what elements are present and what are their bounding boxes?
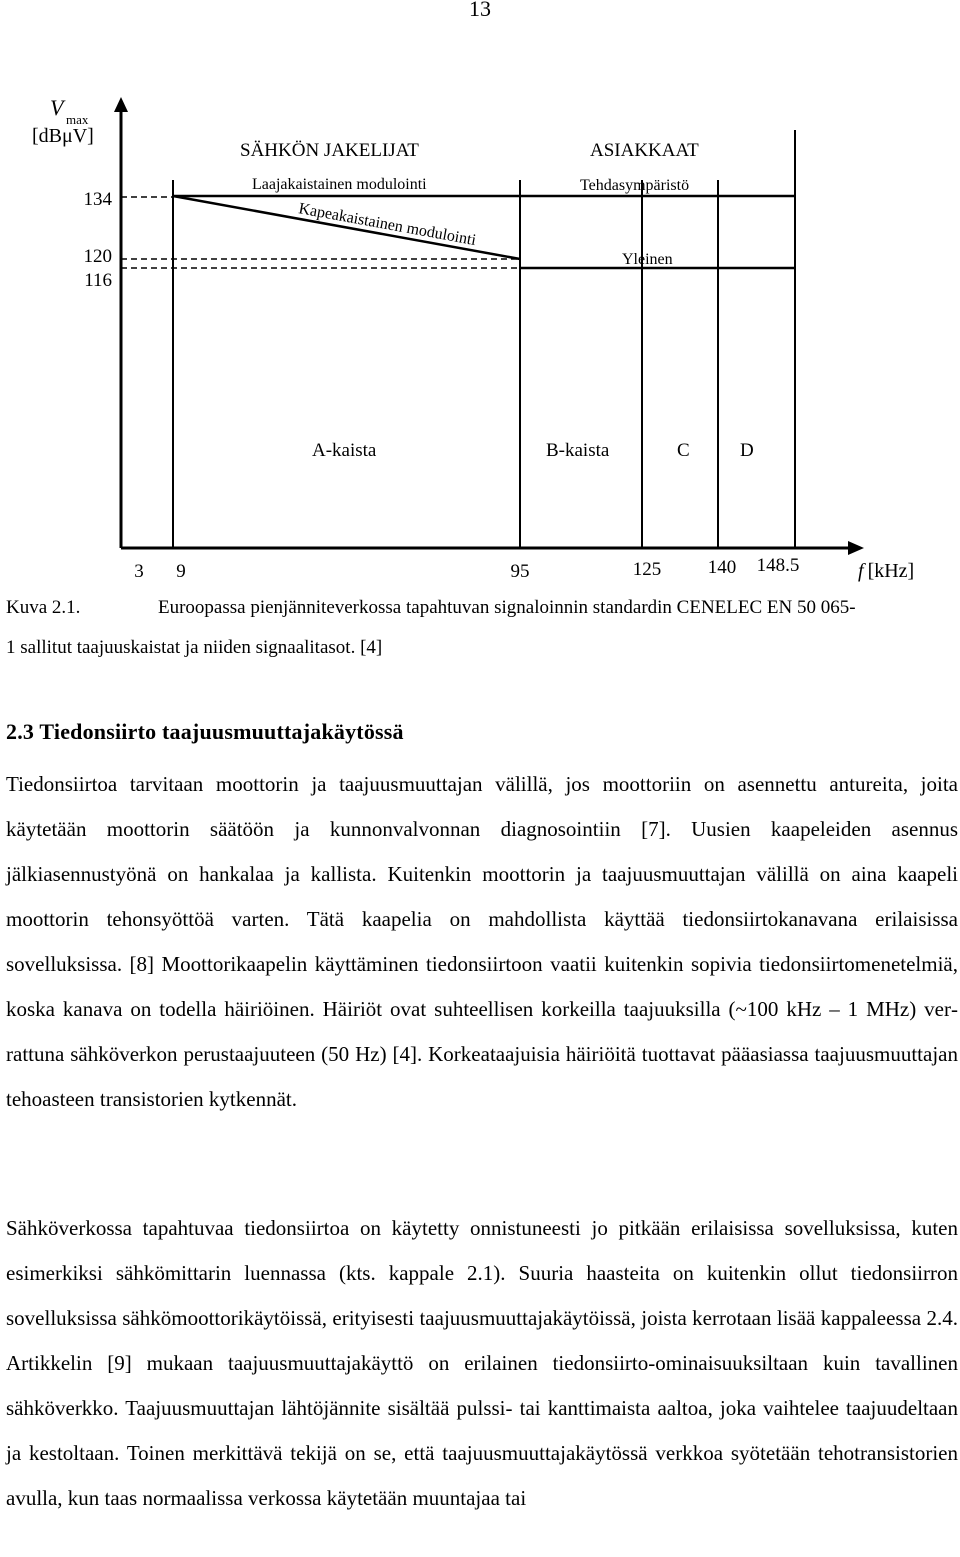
section-heading: 2.3 Tiedonsiirto taajuusmuuttajakäytössä bbox=[6, 719, 404, 744]
band-label-b: B-kaista bbox=[546, 440, 610, 461]
x-axis-label: f [kHz] bbox=[858, 560, 915, 582]
label-broadband-modulation: Laajakaistainen modulointi bbox=[252, 176, 427, 193]
body-paragraph-2: Sähköverkossa tapahtuvaa tiedonsiirtoa on käytetty onnistuneesti jo pitkään erilaisissa sovelluksissa, kuten esimerkiksi sähkömittarin luennassa (kts. kappale 2.1). Suuria haasteita on kuitenkin ollut tiedonsiirron sovelluksissa sähkömoottorikäytöissä, erityisesti taajuusmuuttajakäytöissä, joista kerrotaan lisää kappaleessa 2.4. Artikkelin [9] mukaan taajuusmuuttajakäyttö on erilainen tiedonsiirto-ominaisuuksiltaan kuin tavallinen sähköverkko. Taajuusmuuttajan lähtöjännite sisältää pulssi- tai kanttimaista aaltoa, joka vaihtelee taajuudeltaan ja kestoltaan. Toinen merkittävä tekijä on se, että taajuusmuuttajakäytössä verkkoa syötetään tehotransistorien avulla, kun taas normaalissa verkossa käytetään muuntajaa tai bbox=[6, 1216, 958, 1510]
series-narrowband-line bbox=[173, 196, 520, 259]
x-tick-125: 125 bbox=[632, 559, 662, 580]
band-label-c: C bbox=[677, 440, 690, 461]
header-customers: ASIAKKAAT bbox=[590, 140, 699, 161]
header-electricity-distributors: SÄHKÖN JAKELIJAT bbox=[240, 140, 419, 161]
y-tick-116: 116 bbox=[84, 270, 112, 291]
y-tick-134: 134 bbox=[83, 189, 112, 210]
figure-caption-label: Kuva 2.1. bbox=[6, 597, 81, 618]
x-axis-arrow bbox=[848, 541, 864, 555]
y-tick-120: 120 bbox=[83, 246, 112, 267]
figure-caption-text: Euroopassa pienjänniteverkossa tapahtuvan signaloinnin standardin CENELEC EN 50 065- bbox=[158, 597, 856, 618]
x-tick-140: 140 bbox=[707, 557, 737, 578]
band-label-d: D bbox=[740, 440, 754, 461]
label-factory-environment: Tehdasympäristö bbox=[580, 177, 690, 194]
body-paragraph-1: Tiedonsiirtoa tarvitaan moottorin ja taajuusmuuttajan välillä, jos moottoriin on asennettu antureita, joita käytetään moottorin säätöön ja kunnonvalvonnan diagnosointiin [7]. Uusien kaapeleiden asennus jälkiasennustyönä on hankalaa ja kallista. Kuitenkin moottorin ja taajuusmuuttajan välillä on aina kaapeli moottorin tehonsyöttöä varten. Tätä kaapelia on mahdollista käyttää tiedonsiirtokanavana erilaisissa sovelluksissa. [8] Moottorikaapelin käyttäminen tiedonsiirtoon vaatii kuitenkin sopivia tiedonsiirtomenetelmiä, koska kanava on todella häiriöinen. Häiriöt ovat suhteellisen korkeilla taajuuksilla (~100 kHz – 1 MHz) verrattuna sähköverkon perustaajuuteen (50 Hz) [4]. Korkeataajuisia häiriöitä tuottavat pääasiassa taajuusmuuttajan tehoasteen transistorien kytkennät. bbox=[6, 772, 958, 1111]
frequency-band-figure bbox=[0, 0, 960, 600]
band-label-a: A-kaista bbox=[312, 440, 377, 461]
y-axis-label-subscript: max bbox=[66, 112, 89, 127]
x-tick-95: 95 bbox=[510, 561, 530, 582]
label-general: Yleinen bbox=[622, 251, 673, 268]
page-number: 13 bbox=[469, 0, 491, 21]
label-narrowband-modulation: Kapeakaistainen modulointi bbox=[297, 200, 478, 250]
y-axis-label: V bbox=[50, 95, 64, 120]
x-tick-3: 3 bbox=[134, 561, 144, 582]
y-axis-arrow bbox=[114, 97, 128, 112]
x-tick-148-5: 148.5 bbox=[756, 555, 800, 576]
figure-caption-line-2: 1 sallitut taajuuskaistat ja niiden signaalitasot. [4] bbox=[6, 637, 383, 658]
figure-caption-line-1 bbox=[6, 596, 856, 620]
y-axis-unit: [dBμV] bbox=[32, 125, 94, 147]
x-tick-9: 9 bbox=[176, 561, 186, 582]
